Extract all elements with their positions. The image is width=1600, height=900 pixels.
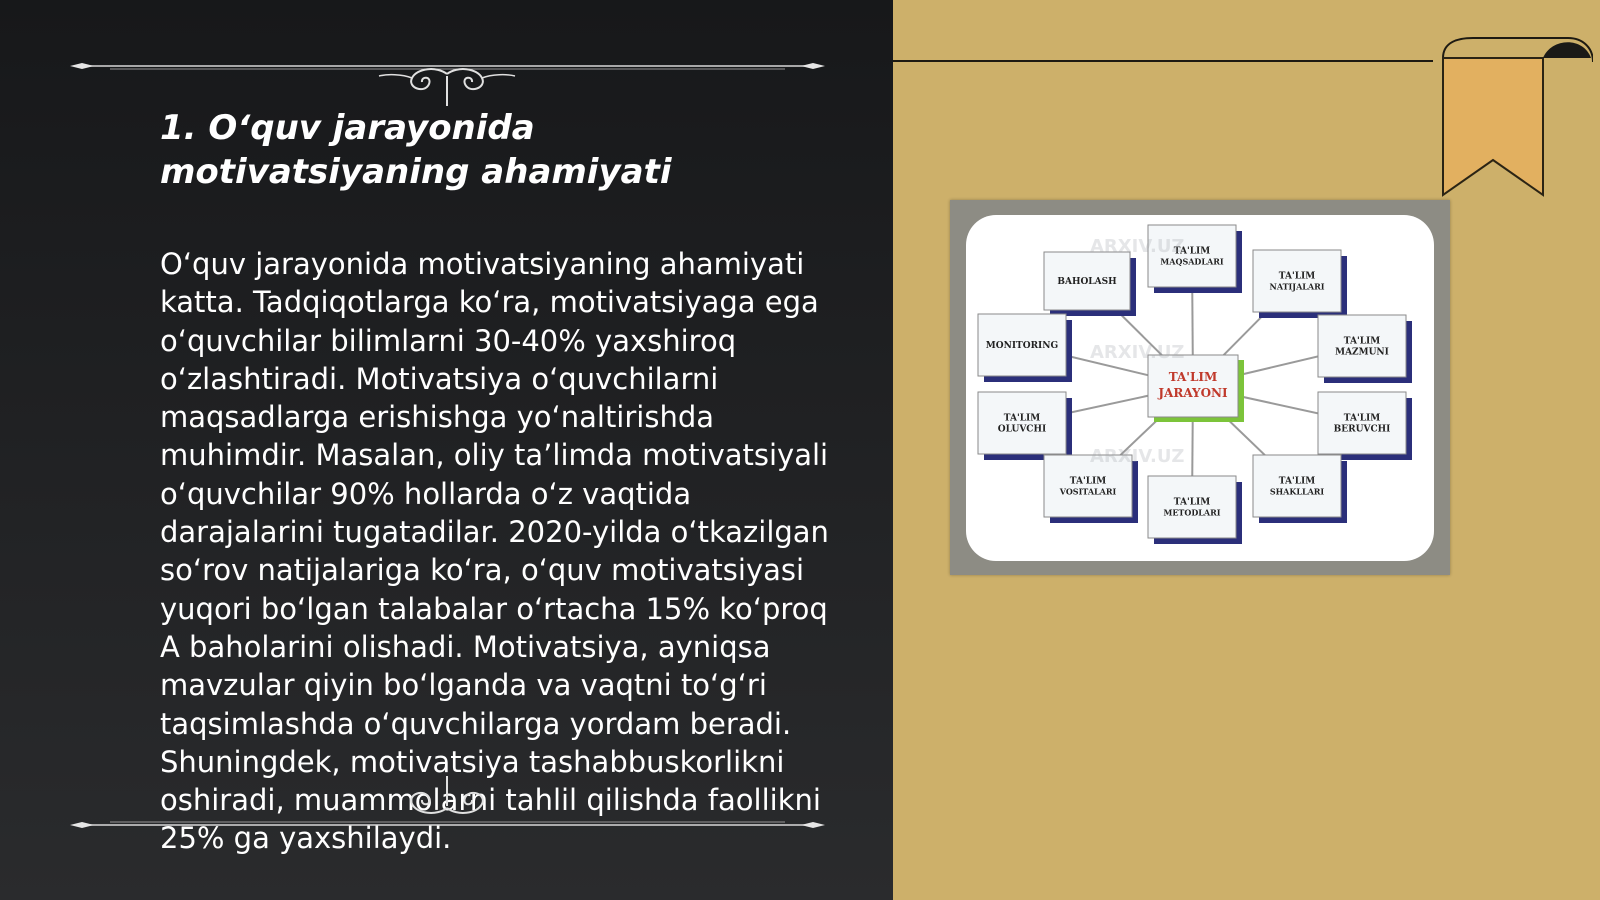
node-label: BERUVCHI bbox=[1333, 424, 1391, 435]
node-oluvchi bbox=[978, 392, 1072, 460]
node-label: TA'LIM bbox=[1278, 271, 1316, 282]
node-label: SHAKLLARI bbox=[1269, 486, 1325, 497]
node-label: VOSITALARI bbox=[1059, 486, 1117, 497]
node-label: TA'LIM bbox=[1343, 413, 1381, 424]
node-baholash bbox=[1044, 252, 1136, 316]
node-label: TA'LIM bbox=[1173, 497, 1211, 508]
node-label: METODLARI bbox=[1163, 507, 1221, 518]
accent-divider-line bbox=[893, 60, 1433, 62]
node-mazmuni bbox=[1318, 315, 1412, 383]
node-shakllari bbox=[1253, 455, 1347, 523]
node-beruvchi bbox=[1318, 392, 1412, 460]
bottom-ornament-rule bbox=[70, 820, 825, 830]
watermark-1: ARXIV.UZ bbox=[1090, 236, 1185, 257]
diagram-canvas bbox=[950, 200, 1450, 575]
node-label: TA'LIM bbox=[1278, 476, 1316, 487]
watermark-2: ARXIV.UZ bbox=[1090, 342, 1185, 363]
slide-title: 1. O‘quv jarayonida motivatsiyaning ahamiyati bbox=[160, 108, 672, 192]
node-metodlari bbox=[1148, 476, 1242, 544]
node-label: NATIJALARI bbox=[1269, 281, 1325, 292]
node-label: MAQSADLARI bbox=[1160, 256, 1224, 267]
node-monitoring bbox=[978, 314, 1072, 382]
node-label: TA'LIM bbox=[1173, 246, 1211, 257]
watermark-3: ARXIV.UZ bbox=[1090, 446, 1185, 467]
bookmark-ribbon bbox=[1433, 30, 1593, 200]
node-label: TA'LIM bbox=[1343, 336, 1381, 347]
center-label: TA'LIM bbox=[1168, 370, 1218, 384]
top-flourish bbox=[377, 66, 517, 106]
node-label: BAHOLASH bbox=[1057, 277, 1117, 287]
education-process-diagram bbox=[950, 200, 1450, 575]
bottom-flourish bbox=[377, 776, 517, 816]
node-label: MONITORING bbox=[985, 341, 1059, 351]
node-label: TA'LIM bbox=[1003, 413, 1041, 424]
center-label: JARAYONI bbox=[1158, 386, 1228, 400]
node-label: MAZMUNI bbox=[1335, 347, 1389, 358]
slide-body-text: O‘quv jarayonida motivatsiyaning ahamiyati katta. Tadqiqotlarga ko‘ra, motivatsiyaga ega o‘quvchilar bilimlarni 30-40% yaxshiroq o‘zlashtiradi. Motivatsiya o‘quvchilarni maqsadlarga erishishga yo‘naltirishda muhimdir. Masalan, oliy ta’limda motivatsiyali o‘quvchilar 90% hollarda o‘z vaqtida darajalarini tugatadilar. 2020-yilda o‘tkazilgan so‘rov natijalariga ko‘ra, o‘quv motivatsiyasi yuqori bo‘lgan talabalar o‘rtacha 15% ko‘proq A baholarini olishadi. Motivatsiya, ayniqsa mavzular qiyin bo‘lganda va vaqtni to‘g‘ri taqsimlashda o‘quvchilarga yordam beradi. Shuningdek, motivatsiya tashabbuskorlikni oshiradi, muammolarni tahlil qilishda faollikni 25% ga yaxshilaydi. bbox=[160, 247, 829, 856]
node-label: OLUVCHI bbox=[997, 424, 1047, 435]
node-natijalari bbox=[1253, 250, 1347, 318]
node-label: TA'LIM bbox=[1069, 476, 1107, 487]
